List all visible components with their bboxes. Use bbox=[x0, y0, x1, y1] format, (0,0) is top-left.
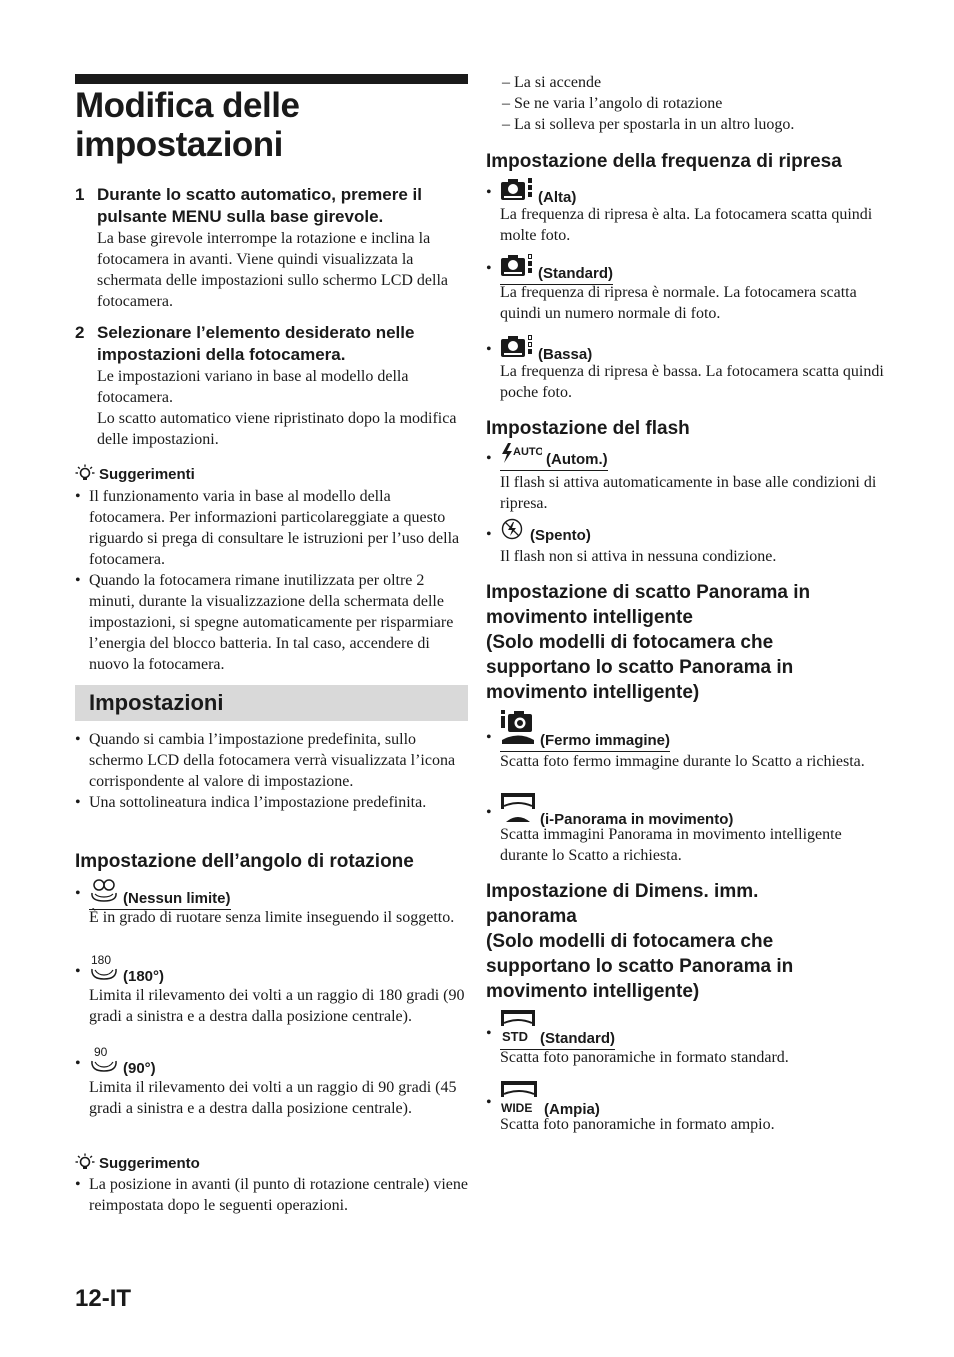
list-item: • Una sottolineatura indica l’impostazione predefinita. bbox=[75, 792, 468, 813]
svg-text:180: • 180 bbox=[91, 953, 112, 967]
heading-line: panorama bbox=[486, 906, 577, 927]
rotation-90-icon bbox=[89, 1045, 119, 1078]
option-description: Scatta foto panoramiche in formato ampio. bbox=[500, 1116, 775, 1133]
option-description: Limita il rilevamento dei volti a un raggio di 180 gradi (90 gradi a sinistra e a destra dalla posizione centrale). bbox=[89, 987, 465, 1025]
section-title: Impostazioni bbox=[89, 690, 224, 715]
flash-option-off bbox=[486, 518, 886, 567]
panorama-option-sweep bbox=[486, 792, 886, 866]
rotation-option-90 bbox=[75, 1045, 468, 1119]
list-item: • Quando si cambia l’impostazione predefinita, sullo schermo LCD della fotocamera verrà visualizzata l’icona corrispondente al valore di impostazione. bbox=[75, 729, 468, 792]
tip-continuation-list bbox=[502, 72, 794, 135]
option-description: La frequenza di ripresa è normale. La fotocamera scatta quindi un numero normale di foto. bbox=[500, 284, 857, 322]
section-header bbox=[75, 685, 468, 721]
step-number: 2 bbox=[75, 323, 85, 342]
panorama-heading bbox=[486, 580, 886, 705]
step-body: La base girevole interrompe la rotazione e inclina la fotocamera in avanti. Viene quindi visualizzata la schermata delle impostazioni sullo schermo LCD della fotocamera. bbox=[97, 230, 449, 310]
step-body: Le impostazioni variano in base al modello della fotocamera. bbox=[97, 368, 409, 406]
rotation-unlimited-icon bbox=[89, 877, 119, 908]
heading-line: movimento intelligente) bbox=[486, 981, 700, 1002]
rotation-heading: Impostazione dell’angolo di rotazione bbox=[75, 851, 414, 872]
option-label: (Bassa) bbox=[538, 346, 593, 363]
option-label: (Spento) bbox=[530, 527, 591, 544]
step-body: Lo scatto automatico viene ripristinato dopo la modifica delle impostazioni. bbox=[97, 410, 457, 448]
svg-text:90: • 90 bbox=[94, 1045, 108, 1059]
flash-off-icon bbox=[500, 518, 526, 545]
still-image-icon bbox=[500, 709, 536, 750]
option-description: La frequenza di ripresa è bassa. La fotocamera scatta quindi poche foto. bbox=[500, 363, 884, 401]
section-notes bbox=[75, 729, 468, 813]
option-label: (90°) bbox=[123, 1060, 156, 1077]
option-description: È in grado di ruotare senza limite inseguendo il soggetto. bbox=[89, 909, 455, 926]
page-number: 12-IT bbox=[75, 1285, 132, 1312]
heading-line: Impostazione di scatto Panorama in bbox=[486, 582, 811, 603]
option-description: Il flash si attiva automaticamente in base alle condizioni di ripresa. bbox=[500, 474, 877, 512]
option-description: La frequenza di ripresa è alta. La fotocamera scatta quindi molte foto. bbox=[500, 206, 873, 244]
rotation-180-icon bbox=[89, 953, 119, 986]
panorama-size-option-standard bbox=[486, 1009, 886, 1068]
heading-line: (Solo modelli di fotocamera che bbox=[486, 931, 774, 952]
option-description: Scatta foto panoramiche in formato standard. bbox=[500, 1049, 789, 1066]
option-label: (180°) bbox=[123, 968, 165, 985]
heading-line: movimento intelligente bbox=[486, 607, 693, 628]
svg-text:WIDE: • WIDE bbox=[501, 1101, 533, 1114]
flash-heading: Impostazione del flash bbox=[486, 418, 690, 439]
panorama-wide-icon bbox=[500, 1080, 540, 1119]
list-item: – La si accende bbox=[502, 74, 602, 91]
heading-line: Impostazione di Dimens. imm. bbox=[486, 881, 759, 902]
heading-line: supportano lo scatto Panorama in bbox=[486, 657, 794, 678]
option-description: Limita il rilevamento dei volti a un raggio di 90 gradi (45 gradi a sinistra e a destra dalla posizione centrale). bbox=[89, 1079, 457, 1117]
rotation-option-unlimited bbox=[75, 877, 468, 928]
frequency-high-icon bbox=[500, 176, 534, 207]
heading-line: (Solo modelli di fotocamera che bbox=[486, 632, 774, 653]
flash-auto-icon bbox=[500, 442, 542, 469]
page-title: Modifica delle impostazioni bbox=[75, 86, 300, 164]
tip-heading bbox=[75, 1153, 200, 1174]
option-label: (Standard) bbox=[540, 1030, 615, 1047]
frequency-option-high bbox=[486, 176, 886, 246]
panorama-standard-icon bbox=[500, 1009, 536, 1048]
step-heading: Selezionare l’elemento desiderato nelle impostazioni della fotocamera. bbox=[97, 323, 415, 364]
heading-line: movimento intelligente) bbox=[486, 682, 700, 703]
step-heading: Durante lo scatto automatico, premere il pulsante MENU sulla base girevole. bbox=[97, 185, 422, 226]
frequency-option-low bbox=[486, 333, 886, 403]
list-item: • La posizione in avanti (il punto di rotazione centrale) viene reimpostata dopo le seguenti operazioni. bbox=[75, 1174, 468, 1216]
frequency-standard-icon bbox=[500, 252, 534, 283]
tips-heading bbox=[75, 464, 195, 485]
svg-text:STD: • STD bbox=[502, 1029, 528, 1043]
list-item: • Il funzionamento varia in base al modello della fotocamera. Per informazioni particolareggiate a questo riguardo si prega di consultare le istruzioni per l’uso della fotocamera. bbox=[75, 486, 468, 570]
list-item: – La si solleva per spostarla in un altro luogo. bbox=[502, 116, 795, 133]
sweep-panorama-icon bbox=[500, 792, 536, 829]
tip-list bbox=[75, 1174, 468, 1216]
option-description: Scatta foto fermo immagine durante lo Scatto a richiesta. bbox=[500, 753, 865, 770]
option-label: (Alta) bbox=[538, 189, 577, 206]
option-label: (Autom.) bbox=[546, 451, 608, 468]
rotation-option-180 bbox=[75, 953, 468, 1027]
list-item: • Quando la fotocamera rimane inutilizzata per oltre 2 minuti, durante la visualizzazione della schermata delle impostazioni, si spegne automaticamente per risparmiare l’energia del blocco batteria. In tal caso, accendere di nuovo la fotocamera. bbox=[75, 570, 468, 675]
option-label: (Fermo immagine) bbox=[540, 732, 671, 749]
flash-option-auto bbox=[486, 442, 886, 514]
panorama-size-option-wide bbox=[486, 1080, 886, 1135]
option-label: (Ampia) bbox=[544, 1101, 600, 1118]
tips-list bbox=[75, 486, 468, 675]
panorama-option-still bbox=[486, 709, 886, 772]
frequency-option-standard bbox=[486, 252, 886, 324]
step-2 bbox=[75, 322, 468, 450]
option-label: (i-Panorama in movimento) bbox=[540, 811, 734, 828]
heading-line: supportano lo scatto Panorama in bbox=[486, 956, 794, 977]
frequency-low-icon bbox=[500, 333, 534, 364]
option-description: Il flash non si attiva in nessuna condizione. bbox=[500, 548, 777, 565]
tip-title: Suggerimento bbox=[99, 1155, 200, 1172]
svg-text:AUTO: • AUTO bbox=[513, 446, 542, 458]
panorama-size-heading bbox=[486, 879, 886, 1004]
list-item: – Se ne varia l’angolo di rotazione bbox=[502, 95, 723, 112]
step-1 bbox=[75, 184, 468, 312]
tips-title: Suggerimenti bbox=[99, 466, 195, 483]
lightbulb-icon bbox=[75, 1153, 95, 1171]
option-label: (Standard) bbox=[538, 265, 613, 282]
frequency-heading: Impostazione della frequenza di ripresa bbox=[486, 151, 842, 172]
title-rule bbox=[75, 74, 468, 84]
option-label: (Nessun limite) bbox=[123, 890, 231, 907]
lightbulb-icon bbox=[75, 464, 95, 482]
step-number: 1 bbox=[75, 185, 85, 204]
option-description: Scatta immagini Panorama in movimento intelligente durante lo Scatto a richiesta. bbox=[500, 826, 842, 864]
